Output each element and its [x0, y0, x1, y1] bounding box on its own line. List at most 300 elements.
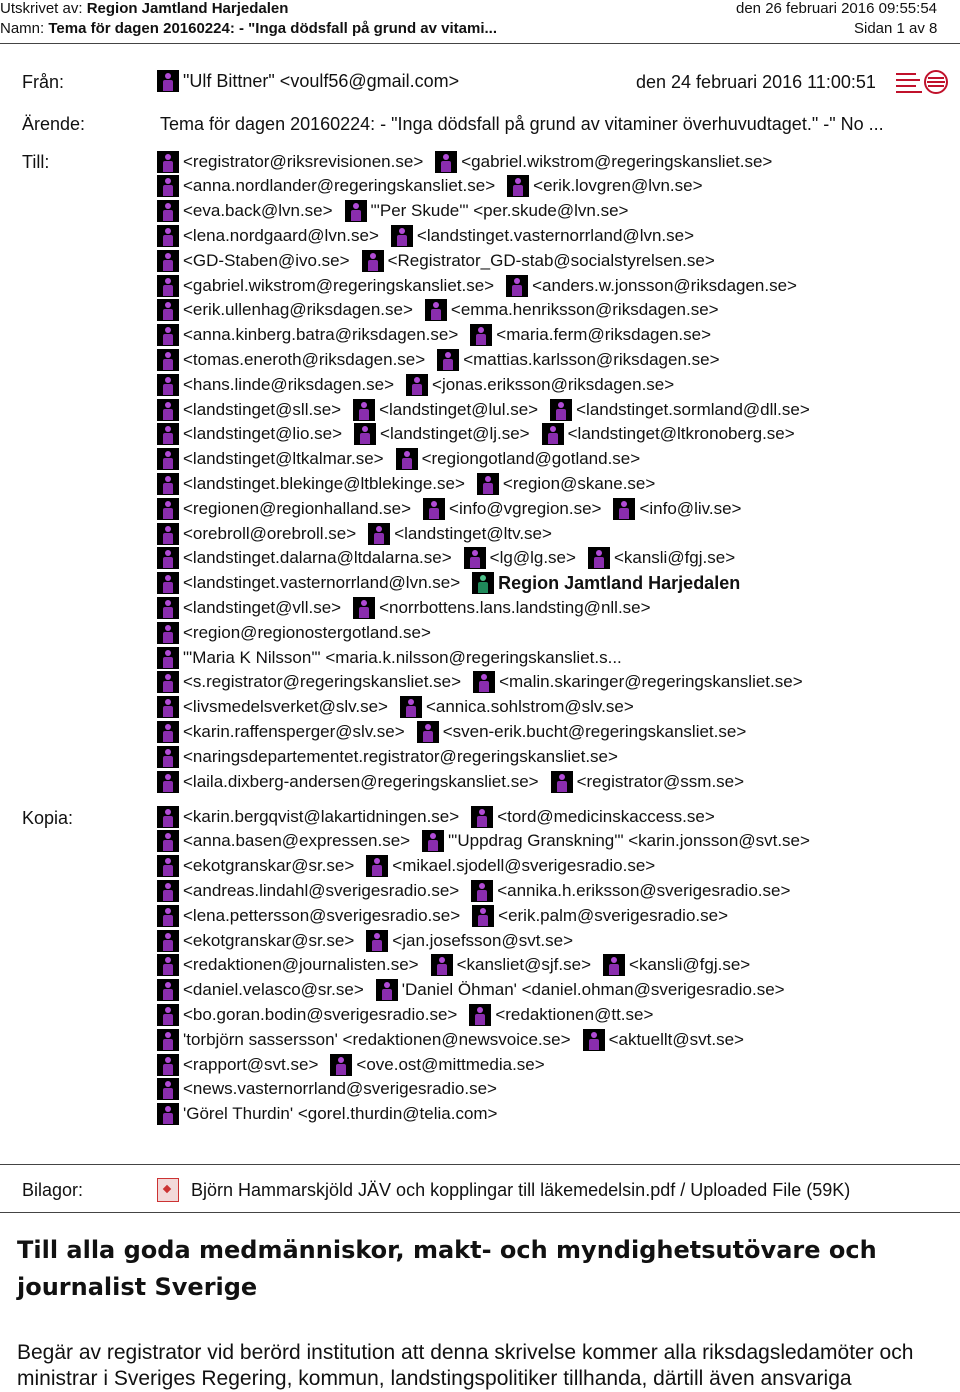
recipient[interactable] [157, 572, 460, 594]
contact-avatar-icon [157, 1054, 179, 1076]
contact-avatar-icon [157, 1078, 179, 1100]
letter-heading: Till alla goda medmänniskor, makt- och myndighetsutövare och journalist Sverige [17, 1236, 877, 1301]
recipient-address: <sven-erik.bucht@regeringskansliet.se> [442, 721, 747, 741]
recipient[interactable] [157, 299, 413, 321]
recipient-address: <GD-Staben@ivo.se> [183, 250, 350, 270]
recipient-address: 'Görel Thurdin' <gorel.thurdin@telia.com> [183, 1104, 498, 1124]
to-recipient-line [157, 199, 640, 224]
to-recipient-line [157, 645, 634, 670]
recipient[interactable] [157, 349, 425, 371]
contact-avatar-icon [542, 423, 564, 445]
to-recipient-line [157, 571, 752, 596]
contact-avatar-icon [157, 830, 179, 852]
recipient[interactable] [506, 275, 797, 297]
recipient-address: <gabriel.wikstrom@regeringskansliet.se> [461, 151, 773, 171]
contact-avatar-icon [472, 905, 494, 927]
document-name-label: Namn: [0, 20, 45, 37]
to-recipient-line [157, 174, 715, 199]
recipient-address: <region@regionostergotland.se> [183, 622, 431, 642]
cc-recipient-line [157, 1002, 665, 1027]
contact-avatar-icon [391, 225, 413, 247]
contact-avatar-icon [425, 299, 447, 321]
contact-avatar-icon [423, 498, 445, 520]
recipient-address: <anders.w.jonsson@riksdagen.se> [532, 275, 797, 295]
recipient-address: <regionen@regionhalland.se> [183, 498, 412, 518]
recipient-address: <erik.lovgren@lvn.se> [533, 176, 703, 196]
to-recipient-line [157, 372, 686, 397]
contact-avatar-icon [613, 498, 635, 520]
recipient[interactable] [157, 498, 411, 520]
contact-avatar-icon [396, 448, 418, 470]
contact-avatar-icon [157, 1029, 179, 1051]
contact-avatar-icon [157, 399, 179, 421]
recipient-address: <news.vasternorrland@sverigesradio.se> [183, 1079, 497, 1099]
cc-recipient-line [157, 854, 667, 879]
recipient-address: <anna.nordlander@regeringskansliet.se> [183, 176, 496, 196]
recipient[interactable] [157, 523, 356, 545]
to-recipient-line [157, 595, 663, 620]
recipient-address: <lena.nordgaard@lvn.se> [183, 225, 379, 245]
recipient-address: <registrator@riksrevisionen.se> [183, 151, 424, 171]
recipient-address: <ekotgranskar@sr.se> [183, 930, 355, 950]
contact-avatar-icon [157, 547, 179, 569]
contact-avatar-icon [157, 275, 179, 297]
contact-avatar-icon [157, 880, 179, 902]
to-recipient-line [157, 546, 747, 571]
recipient-address: <orebroll@orebroll.se> [183, 523, 357, 543]
contact-avatar-icon [354, 423, 376, 445]
recipient[interactable] [157, 200, 333, 222]
recipient[interactable] [417, 721, 747, 743]
recipient[interactable] [157, 423, 342, 445]
contact-avatar-icon [330, 1054, 352, 1076]
recipient-address: <lena.pettersson@sverigesradio.se> [183, 905, 461, 925]
recipient-address: <daniel.velasco@sr.se> [183, 980, 364, 1000]
contact-avatar-icon [376, 979, 398, 1001]
contact-avatar-icon [469, 1004, 491, 1026]
recipient[interactable] [157, 1103, 497, 1125]
contact-avatar-icon [157, 423, 179, 445]
to-label: Till: [22, 152, 50, 172]
recipient[interactable] [157, 275, 494, 297]
recipient-address: <landstinget.vasternorrland@lvn.se> [183, 573, 461, 593]
recipient[interactable] [345, 200, 629, 222]
cc-recipient-line [157, 1102, 509, 1127]
recipient-address: Region Jamtland Harjedalen [498, 572, 741, 593]
contact-avatar-icon [157, 572, 179, 594]
contact-avatar-icon [157, 374, 179, 396]
recipient[interactable] [400, 696, 634, 718]
cc-recipient-line [157, 1052, 557, 1077]
to-recipient-line [157, 769, 756, 794]
recipient-address: <landstinget.sormland@dll.se> [576, 399, 810, 419]
contact-avatar-icon [157, 498, 179, 520]
recipient-address: "'Per Skude'" <per.skude@lvn.se> [370, 201, 629, 221]
printed-by-label: Utskrivet av: [0, 0, 83, 17]
recipient-address: <landstinget@lul.se> [379, 399, 539, 419]
attachments-bottom-divider [0, 1212, 960, 1213]
to-recipient-line [157, 670, 815, 695]
contact-avatar-icon [551, 771, 573, 793]
recipient-address: <malin.skaringer@regeringskansliet.se> [499, 672, 803, 692]
contact-avatar-icon [583, 1029, 605, 1051]
mail-status-icon [896, 68, 948, 96]
recipient-address: <Registrator_GD-stab@socialstyrelsen.se> [387, 250, 715, 270]
recipient-address: <anna.kinberg.batra@riksdagen.se> [183, 325, 459, 345]
contact-avatar-icon [157, 746, 179, 768]
contact-avatar-icon [471, 806, 493, 828]
recipient[interactable] [157, 771, 539, 793]
recipient[interactable] [354, 423, 530, 445]
contact-avatar-icon [368, 523, 390, 545]
recipient-address: <erik.palm@sverigesradio.se> [498, 905, 728, 925]
recipient-address: <maria.ferm@riksdagen.se> [496, 325, 712, 345]
recipient-address: <karin.bergqvist@lakartidningen.se> [183, 806, 460, 826]
recipient-address: <kansliet@sjf.se> [456, 955, 592, 975]
recipient-address: <info@vgregion.se> [449, 498, 602, 518]
contact-avatar-icon [437, 349, 459, 371]
recipient-address: <kansli@fgj.se> [629, 955, 751, 975]
contact-avatar-icon [362, 250, 384, 272]
contact-avatar-icon [422, 830, 444, 852]
recipient-address: <registrator@ssm.se> [576, 771, 745, 791]
to-recipient-line [157, 521, 564, 546]
contact-avatar-icon [157, 523, 179, 545]
recipient-address: <erik.ullenhag@riksdagen.se> [183, 300, 413, 320]
attachment-link[interactable] [157, 1178, 850, 1202]
recipient[interactable] [157, 225, 379, 247]
contact-avatar-icon [157, 151, 179, 173]
recipient-address: <s.registrator@regeringskansliet.se> [183, 672, 462, 692]
contact-avatar-icon [477, 473, 499, 495]
recipient[interactable] [157, 671, 461, 693]
recipient[interactable] [472, 572, 740, 594]
subject-text: Tema för dagen 20160224: - "Inga dödsfall på grund av vitaminer överhuvudtaget." -" No ... [160, 114, 884, 134]
recipient-address: <anna.basen@expressen.se> [183, 831, 411, 851]
contact-avatar-icon [471, 880, 493, 902]
subject-label: Ärende: [22, 114, 86, 134]
recipient-address: 'Daniel Öhman' <daniel.ohman@sverigesradio.se> [401, 980, 785, 1000]
contact-avatar-icon [507, 175, 529, 197]
contact-avatar-icon [157, 647, 179, 669]
recipient-address: <landstinget.vasternorrland@lvn.se> [416, 225, 695, 245]
recipient-address: <redaktionen@journalisten.se> [183, 955, 419, 975]
contact-avatar-icon [157, 1004, 179, 1026]
recipient[interactable] [366, 930, 573, 952]
document-name [0, 20, 497, 37]
recipient[interactable] [157, 954, 419, 976]
sender-avatar-icon [157, 70, 179, 92]
contact-avatar-icon [470, 324, 492, 346]
to-recipient-line [157, 695, 646, 720]
recipient-address: <landstinget.blekinge@ltblekinge.se> [183, 473, 465, 493]
recipient[interactable] [406, 374, 674, 396]
contact-avatar-icon [157, 905, 179, 927]
group-avatar-icon [472, 572, 494, 594]
recipient[interactable] [470, 324, 711, 346]
recipient[interactable] [157, 399, 341, 421]
contact-avatar-icon [366, 855, 388, 877]
letter-body: Begär av registrator vid berörd institution att denna skrivelse kommer alla riksdagsledamöter och ministrar i Sveriges Regering, kommun, landstingspolitiker tillhanda, därtill även ansvariga [17, 1341, 914, 1390]
recipient[interactable] [157, 175, 495, 197]
recipient-address: <ove.ost@mittmedia.se> [356, 1054, 545, 1074]
contact-avatar-icon [157, 1103, 179, 1125]
recipient[interactable] [157, 622, 431, 644]
cc-recipient-line [157, 1077, 509, 1102]
recipient[interactable] [425, 299, 719, 321]
from-sender[interactable] [157, 70, 459, 92]
recipient[interactable] [362, 250, 715, 272]
contact-avatar-icon [157, 696, 179, 718]
recipient-address: <karin.raffensperger@slv.se> [183, 721, 405, 741]
contact-avatar-icon [157, 225, 179, 247]
cc-recipient-line [157, 1027, 756, 1052]
recipient[interactable] [437, 349, 719, 371]
from-label: Från: [22, 72, 65, 92]
contact-avatar-icon [157, 806, 179, 828]
recipient[interactable] [551, 771, 744, 793]
recipient[interactable] [477, 473, 655, 495]
to-recipient-line [157, 248, 727, 273]
recipient-address: <landstinget@lj.se> [380, 424, 530, 444]
recipient[interactable] [157, 1004, 457, 1026]
contact-avatar-icon [366, 930, 388, 952]
to-recipient-line [157, 273, 809, 298]
to-recipient-line [157, 298, 731, 323]
contact-avatar-icon [473, 671, 495, 693]
recipient[interactable] [157, 880, 459, 902]
recipient-address: <mattias.karlsson@riksdagen.se> [463, 349, 720, 369]
recipient[interactable] [603, 954, 750, 976]
print-date: den 26 februari 2016 09:55:54 [736, 0, 937, 17]
recipient-address: <landstinget.dalarna@ltdalarna.se> [183, 548, 452, 568]
recipient-address: <norrbottens.lans.landsting@nll.se> [379, 597, 651, 617]
contact-avatar-icon [157, 954, 179, 976]
contact-avatar-icon [603, 954, 625, 976]
contact-avatar-icon [157, 324, 179, 346]
recipient-address: <emma.henriksson@riksdagen.se> [450, 300, 719, 320]
recipient[interactable] [472, 905, 728, 927]
from-address: "Ulf Bittner" <voulf56@gmail.com> [183, 70, 460, 91]
contact-avatar-icon [588, 547, 610, 569]
contact-avatar-icon [435, 151, 457, 173]
recipient-address: <region@skane.se> [502, 473, 656, 493]
recipient-address: <lg@lg.se> [489, 548, 576, 568]
recipient[interactable] [157, 647, 622, 669]
cc-recipient-line [157, 928, 585, 953]
page-indicator: Sidan 1 av 8 [854, 20, 938, 37]
to-recipient-line [157, 323, 723, 348]
contact-avatar-icon [157, 771, 179, 793]
attachments-label: Bilagor: [22, 1180, 84, 1200]
recipient[interactable] [157, 746, 618, 768]
recipient-address: 'torbjörn sassersson' <redaktionen@newsvoice.se> [183, 1029, 571, 1049]
recipient[interactable] [157, 1029, 571, 1051]
contact-avatar-icon [157, 671, 179, 693]
recipient[interactable] [157, 930, 354, 952]
sent-date: den 24 februari 2016 11:00:51 [636, 72, 876, 92]
contact-avatar-icon [506, 275, 528, 297]
contact-avatar-icon [157, 721, 179, 743]
recipient-address: <annica.sohlstrom@slv.se> [425, 697, 634, 717]
to-recipient-line [157, 447, 652, 472]
recipient[interactable] [588, 547, 735, 569]
contact-avatar-icon [353, 597, 375, 619]
recipient[interactable] [157, 1054, 318, 1076]
attachments-top-divider [0, 1164, 960, 1165]
recipient[interactable] [157, 473, 465, 495]
cc-label: Kopia: [22, 808, 74, 828]
recipient[interactable] [473, 671, 803, 693]
recipient[interactable] [391, 225, 694, 247]
recipient-address: <mikael.sjodell@sverigesradio.se> [392, 856, 656, 876]
recipient-address: <naringsdepartementet.registrator@regeringskansliet.se> [183, 746, 618, 766]
to-recipient-line [157, 422, 807, 447]
contact-avatar-icon [400, 696, 422, 718]
contact-avatar-icon [353, 399, 375, 421]
recipient-address: <bo.goran.bodin@sverigesradio.se> [183, 1004, 458, 1024]
recipient[interactable] [157, 855, 354, 877]
cc-recipient-line [157, 978, 797, 1003]
contact-avatar-icon [157, 622, 179, 644]
recipient-address: <jonas.eriksson@riksdagen.se> [432, 374, 675, 394]
contact-avatar-icon [157, 349, 179, 371]
contact-avatar-icon [550, 399, 572, 421]
to-recipient-line [157, 496, 753, 521]
printed-by-value: Region Jamtland Harjedalen [86, 0, 289, 17]
to-recipient-line [157, 471, 667, 496]
recipient-address: <redaktionen@tt.se> [495, 1004, 654, 1024]
recipient[interactable] [157, 151, 423, 173]
recipient-address: <hans.linde@riksdagen.se> [183, 374, 395, 394]
recipient[interactable] [507, 175, 702, 197]
to-recipient-line [157, 620, 443, 645]
recipient[interactable] [471, 806, 715, 828]
recipient[interactable] [471, 880, 790, 902]
to-recipient-line [157, 744, 630, 769]
contact-avatar-icon [431, 954, 453, 976]
recipient-address: <tord@medicinskaccess.se> [497, 806, 715, 826]
to-recipient-line [157, 397, 822, 422]
contact-avatar-icon [157, 930, 179, 952]
pdf-file-icon [157, 1178, 179, 1202]
recipient[interactable] [431, 954, 591, 976]
contact-avatar-icon [345, 200, 367, 222]
recipient-address: <info@liv.se> [639, 498, 742, 518]
cc-recipient-line [157, 903, 740, 928]
contact-avatar-icon [417, 721, 439, 743]
recipient-address: <landstinget@ltkalmar.se> [183, 449, 384, 469]
contact-avatar-icon [157, 473, 179, 495]
recipient[interactable] [376, 979, 785, 1001]
recipient[interactable] [435, 151, 772, 173]
to-recipient-line [157, 149, 784, 174]
recipient[interactable] [550, 399, 810, 421]
recipient[interactable] [157, 721, 405, 743]
recipient-address: <landstinget@vll.se> [183, 597, 342, 617]
contact-avatar-icon [464, 547, 486, 569]
recipient-address: <aktuellt@svt.se> [608, 1029, 744, 1049]
contact-avatar-icon [157, 299, 179, 321]
recipient[interactable] [396, 448, 641, 470]
recipient[interactable] [157, 374, 394, 396]
contact-avatar-icon [157, 597, 179, 619]
contact-avatar-icon [157, 979, 179, 1001]
recipient-address: <livsmedelsverket@slv.se> [183, 697, 388, 717]
recipient-address: <jan.josefsson@svt.se> [392, 930, 574, 950]
recipient[interactable] [423, 498, 601, 520]
recipient-address: <ekotgranskar@sr.se> [183, 856, 355, 876]
recipient[interactable] [583, 1029, 744, 1051]
recipient[interactable] [157, 830, 410, 852]
contact-avatar-icon [157, 200, 179, 222]
recipient[interactable] [157, 806, 459, 828]
recipient-address: <laila.dixberg-andersen@regeringskansliet.se> [183, 771, 539, 791]
to-recipient-line [157, 719, 758, 744]
recipient-address: <landstinget@ltkronoberg.se> [567, 424, 795, 444]
recipient[interactable] [542, 423, 795, 445]
contact-avatar-icon [406, 374, 428, 396]
attachment-filename: Björn Hammarskjöld JÄV och kopplingar till läkemedelsin.pdf / Uploaded File (59K) [191, 1179, 851, 1200]
header-divider [0, 43, 960, 44]
recipient-address: <landstinget@sll.se> [183, 399, 342, 419]
recipient[interactable] [353, 399, 538, 421]
recipient[interactable] [157, 597, 341, 619]
recipient-address: <andreas.lindahl@sverigesradio.se> [183, 880, 460, 900]
to-recipient-line [157, 223, 706, 248]
recipient-address: <gabriel.wikstrom@regeringskansliet.se> [183, 275, 495, 295]
recipient-address: <regiongotland@gotland.se> [421, 449, 641, 469]
recipient[interactable] [330, 1054, 544, 1076]
recipient[interactable] [157, 324, 458, 346]
recipient[interactable] [469, 1004, 653, 1026]
recipient-address: <kansli@fgj.se> [613, 548, 736, 568]
recipient[interactable] [157, 979, 364, 1001]
recipient-address: <tomas.eneroth@riksdagen.se> [183, 349, 426, 369]
recipient[interactable] [366, 855, 655, 877]
recipient[interactable] [157, 448, 384, 470]
contact-avatar-icon [157, 250, 179, 272]
cc-recipient-line [157, 804, 727, 829]
recipient-address: <annika.h.eriksson@sverigesradio.se> [497, 880, 791, 900]
recipient-address: "'Maria K Nilsson'" <maria.k.nilsson@regeringskansliet.s... [183, 647, 622, 667]
cc-recipient-line [157, 878, 802, 903]
cc-recipient-line [157, 829, 822, 854]
contact-avatar-icon [157, 448, 179, 470]
recipient[interactable] [464, 547, 576, 569]
recipient-address: <eva.back@lvn.se> [183, 201, 333, 221]
recipient[interactable] [353, 597, 650, 619]
cc-recipient-line [157, 953, 762, 978]
printed-by [0, 0, 288, 17]
recipient-address: <rapport@svt.se> [183, 1054, 319, 1074]
recipient-address: <landstinget@lio.se> [183, 424, 343, 444]
recipient[interactable] [157, 250, 350, 272]
contact-avatar-icon [157, 855, 179, 877]
recipient[interactable] [157, 547, 452, 569]
document-name-value: Tema för dagen 20160224: - "Inga dödsfall på grund av vitami... [48, 20, 497, 37]
to-recipient-line [157, 347, 732, 372]
recipient[interactable] [422, 830, 810, 852]
recipient[interactable] [157, 696, 388, 718]
recipient-address: "'Uppdrag Granskning'" <karin.jonsson@svt.se> [448, 831, 810, 851]
recipient[interactable] [157, 905, 460, 927]
recipient[interactable] [368, 523, 552, 545]
contact-avatar-icon [157, 175, 179, 197]
recipient[interactable] [157, 1078, 497, 1100]
recipient[interactable] [613, 498, 741, 520]
recipient-address: <landstinget@ltv.se> [394, 523, 552, 543]
